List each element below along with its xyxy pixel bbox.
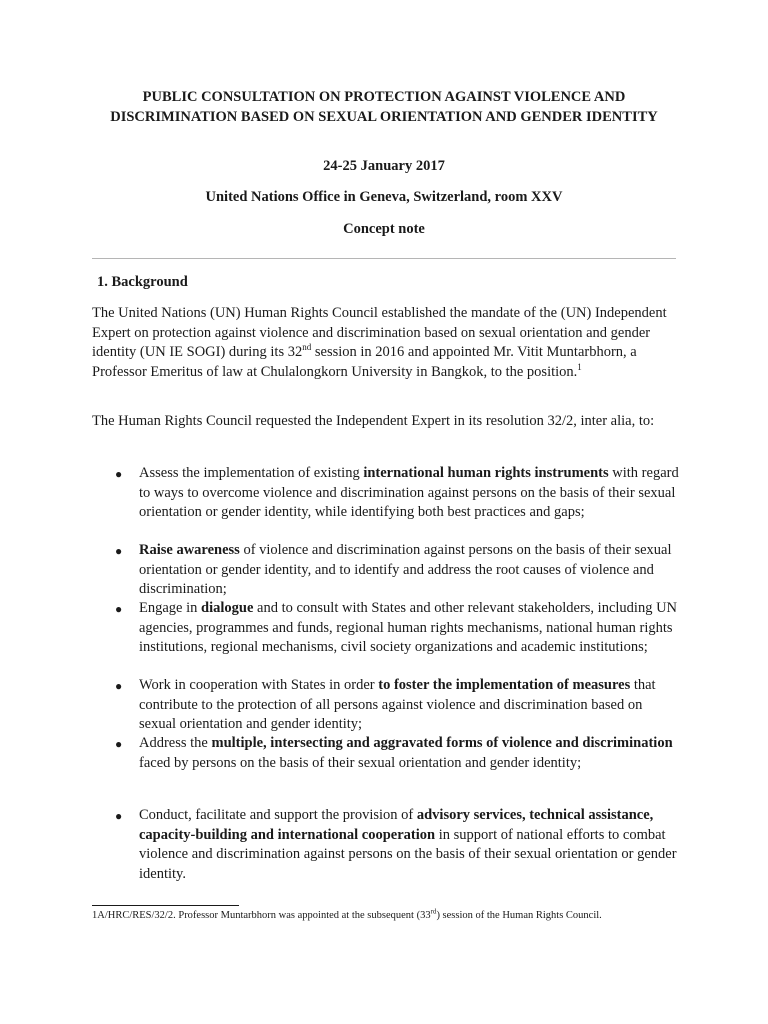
event-date: 24-25 January 2017: [323, 158, 445, 174]
footnote-separator: [92, 905, 239, 906]
document-title: PUBLIC CONSULTATION ON PROTECTION AGAINST VIOLENCE AND DISCRIMINATION BASED ON SEXUAL ORIENTATION AND GENDER IDENTITY: [110, 89, 658, 125]
section-heading-background: 1. Background: [97, 274, 188, 290]
divider: [92, 258, 676, 259]
bullet-icon: ●: [115, 737, 123, 751]
document-type: Concept note: [343, 221, 425, 237]
event-venue: United Nations Office in Geneva, Switzerland, room XXV: [205, 189, 563, 205]
document-page: PUBLIC CONSULTATION ON PROTECTION AGAINST VIOLENCE AND DISCRIMINATION BASED ON SEXUAL ORIENTATION AND GENDER IDENTITY 24-25 January 2017 United Nations Office in Geneva, Switzerland, room XXV Concept note 1. Background The United Nations (UN) Human Rights Council established the mandate of the (UN) Independent Expert on protection against violence and discrimination based on sexual orientation and gender identity (UN IE SOGI) during its 32nd session in 2016 and appointed Mr. Vitit Muntarbhorn, a Professor Emeritus of law at Chulalongkorn University in Bangkok, to the position.$^1$ The Human Rights Council requested the Independent Expert in its resolution 32/2, inter alia, to: ● Assess the implementation of existing international human rights instruments with regard to ways to overcome violence and discrimination against persons on the basis of their sexual orientation or gender identity, while identifying both best practices and gaps; ● Raise awareness of violence and discrimination against persons on the basis of their sexual orientation or gender identity, and to identify and address the root causes of violence and discrimination; ● Engage in dialogue and to consult with States and other relevant stakeholders, including UN agencies, programmes and funds, regional human rights mechanisms, national human rights institutions, regional mechanisms, civil society organizations and academic institutions; ● Work in cooperation with States in order to foster the implementation of measures that contribute to the protection of all persons against violence and discrimination based on sexual orientation and gender identity; ● Address the multiple, intersecting and aggravated forms of violence and discrimination faced by persons on the basis of their sexual orientation and gender identity; ● Conduct, facilitate and support the provision of advisory services, technical assistance, capacity-building and international cooperation in support of national efforts to combat violence and discrimination against persons on the basis of their sexual orientation or gender identity. 1A/HRC/RES/32/2. Professor Muntarbhorn was appointed at the subsequent (33rd) session of the Human Rights Council.: [0, 0, 768, 1024]
bullet-icon: ●: [115, 602, 123, 616]
bullet-icon: ●: [115, 544, 123, 558]
paragraph-mandate: The United Nations (UN) Human Rights Council established the mandate of the (UN) Independent Expert on protection against violence and discrimination based on sexual orientation and gender identity (UN IE SOGI) during its 32nd session in 2016 and appointed Mr. Vitit Muntarbhorn, a Professor Emeritus of law at Chulalongkorn University in Bangkok, to the position.$^1$: [92, 305, 667, 380]
bullet-icon: ●: [115, 809, 123, 823]
bullet-icon: ●: [115, 467, 123, 481]
footnote-reference[interactable]: 1: [577, 361, 582, 372]
bullet-icon: ●: [115, 679, 123, 693]
footnote: 1A/HRC/RES/32/2. Professor Muntarbhorn was appointed at the subsequent (33rd) session of the Human Rights Council.: [92, 907, 602, 921]
paragraph-resolution: The Human Rights Council requested the Independent Expert in its resolution 32/2, inter alia, to:: [92, 413, 655, 429]
